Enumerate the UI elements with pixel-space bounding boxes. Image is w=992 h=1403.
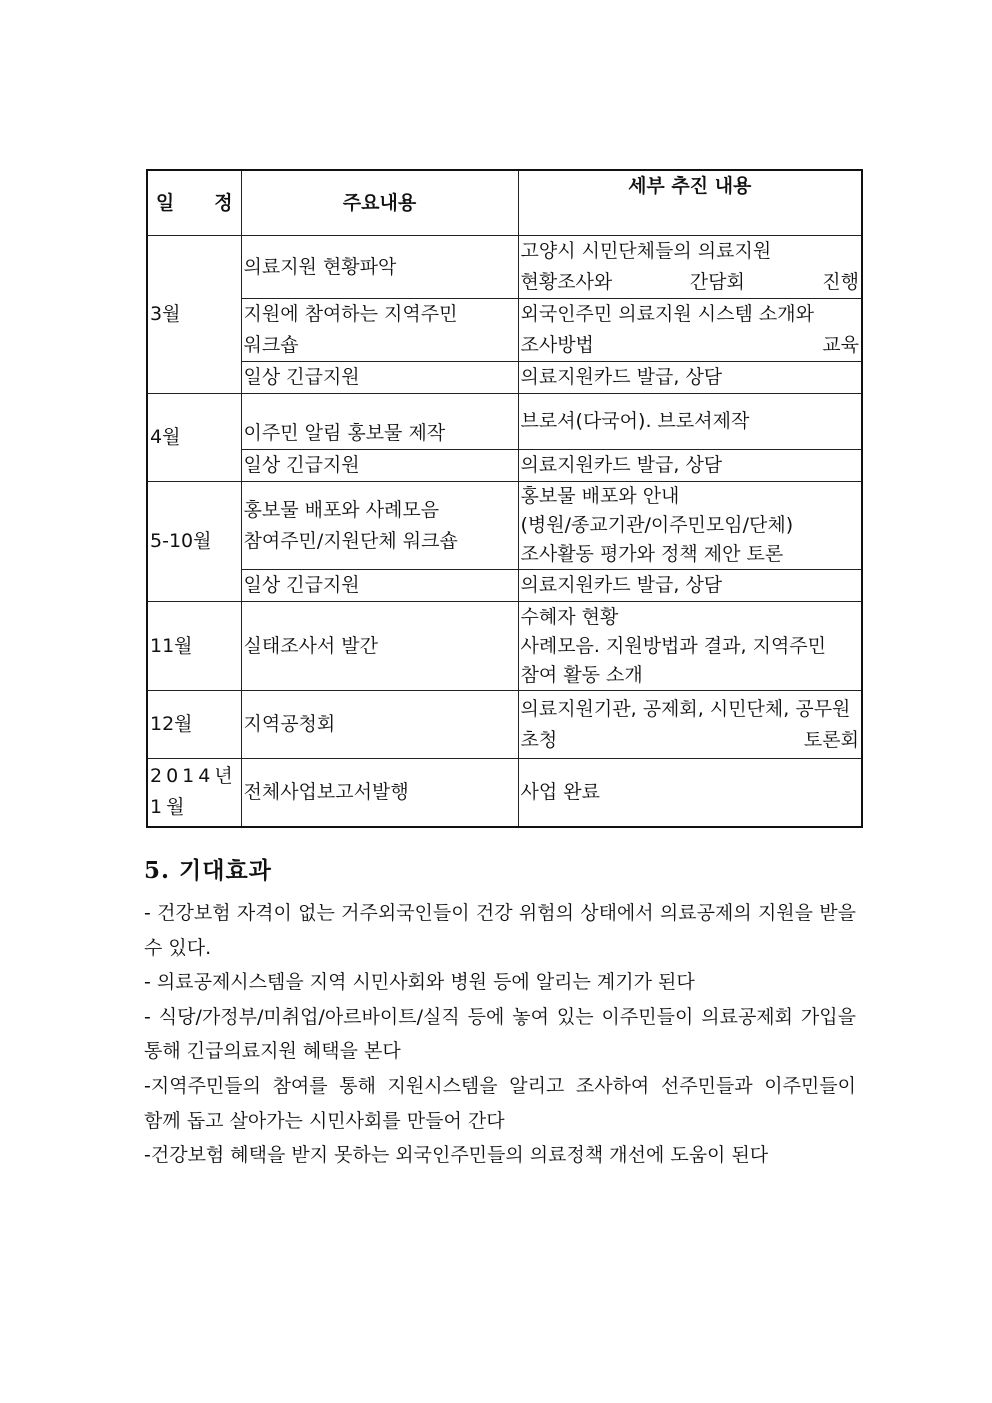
table-row	[147, 482, 862, 570]
detail-cell: 사업 완료	[518, 759, 862, 827]
detail-cell: 의료지원카드 발급, 상담	[518, 450, 862, 482]
table-row	[147, 236, 862, 299]
main-cell: 일상 긴급지원	[241, 362, 518, 394]
main-cell: 홍보물 배포와 사례모음 참여주민/지원단체 워크숍	[241, 482, 518, 570]
table-row	[147, 362, 862, 394]
main-cell: 일상 긴급지원	[241, 570, 518, 602]
expected-effects-section	[144, 852, 856, 1173]
detail-cell: 외국인주민 의료지원 시스템 소개와 조사방법 교육	[518, 299, 862, 362]
table-row	[147, 299, 862, 362]
table-row	[147, 394, 862, 450]
effect-item: - 의료공제시스템을 지역 시민사회와 병원 등에 알리는 계기가 된다	[144, 971, 695, 994]
main-cell: 전체사업보고서발행	[241, 759, 518, 827]
detail-cell: 홍보물 배포와 안내 (병원/종교기관/이주민모임/단체) 조사활동 평가와 정책 제안 토론	[518, 482, 862, 570]
header-main: 주요내용	[241, 170, 518, 236]
detail-cell: 수혜자 현황 사례모음. 지원방법과 결과, 지역주민 참여 활동 소개	[518, 602, 862, 691]
main-cell: 일상 긴급지원	[241, 450, 518, 482]
table-row	[147, 450, 862, 482]
effect-item: - 건강보험 자격이 없는 거주외국인들이 건강 위험의 상태에서 의료공제의 지원을 받을 수 있다.	[144, 902, 856, 959]
main-cell: 지역공청회	[241, 691, 518, 759]
period-cell: 5-10월	[147, 482, 241, 602]
period-cell: 12월	[147, 691, 241, 759]
section-title: 5. 기대효과	[144, 857, 272, 884]
period-cell: 11월	[147, 602, 241, 691]
header-period: 일 정	[147, 170, 241, 236]
main-cell: 지원에 참여하는 지역주민 워크숍	[241, 299, 518, 362]
table-row	[147, 602, 862, 691]
header-detail: 세부 추진 내용	[518, 170, 862, 236]
main-cell: 의료지원 현황파악	[241, 236, 518, 299]
table-header-row	[147, 170, 862, 236]
main-cell: 실태조사서 발간	[241, 602, 518, 691]
period-cell: 2014년 1월	[147, 759, 241, 827]
table-row	[147, 691, 862, 759]
table-row	[147, 570, 862, 602]
effect-item: -지역주민들의 참여를 통해 지원시스템을 알리고 조사하여 선주민들과 이주민들이 함께 돕고 살아가는 시민사회를 만들어 간다	[144, 1074, 856, 1132]
main-cell: 이주민 알림 홍보물 제작	[241, 394, 518, 450]
period-cell: 3월	[147, 236, 241, 394]
detail-cell: 의료지원카드 발급, 상담	[518, 570, 862, 602]
effect-item: - 식당/가정부/미취업/아르바이트/실직 등에 놓여 있는 이주민들이 의료공제회 가입을 통해 긴급의료지원 혜택을 본다	[144, 1005, 856, 1063]
period-cell: 4월	[147, 394, 241, 482]
detail-cell: 의료지원기관, 공제회, 시민단체, 공무원 초청 토론회	[518, 691, 862, 759]
schedule-table	[146, 169, 863, 828]
detail-cell: 고양시 시민단체들의 의료지원 현황조사와 간담회 진행	[518, 236, 862, 299]
detail-cell: 의료지원카드 발급, 상담	[518, 362, 862, 394]
table-row	[147, 759, 862, 827]
effect-item: -건강보험 혜택을 받지 못하는 외국인주민들의 의료정책 개선에 도움이 된다	[144, 1144, 769, 1167]
detail-cell: 브로셔(다국어). 브로셔제작	[518, 394, 862, 450]
